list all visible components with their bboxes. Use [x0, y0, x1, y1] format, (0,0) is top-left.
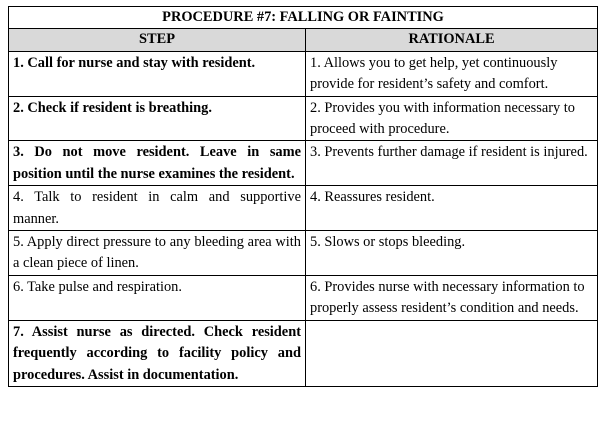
step-cell [9, 231, 306, 276]
rationale-cell [306, 141, 598, 186]
procedure-table [8, 6, 598, 387]
step-cell [9, 96, 306, 141]
rationale-cell [306, 231, 598, 276]
step-text: 3. Do not move resident. Leave in same position until the nurse examines the resident. [13, 144, 301, 182]
rationale-cell [306, 186, 598, 231]
step-column-header: STEP [9, 29, 306, 51]
rationale-text: 1. Allows you to get help, yet continuously provide for resident’s safety and comfort. [310, 54, 558, 93]
rationale-text [310, 321, 593, 322]
step-cell [9, 320, 306, 386]
rationale-cell [306, 320, 598, 386]
table-row [9, 231, 598, 276]
rationale-text: 5. Slows or stops bleeding. [310, 234, 466, 251]
table-row [9, 51, 598, 96]
rationale-text: 4. Reassures resident. [310, 189, 435, 206]
table-row [9, 320, 598, 386]
table-row [9, 275, 598, 320]
rationale-text: 6. Provides nurse with necessary information to properly assess resident’s condition and needs. [310, 278, 585, 317]
step-cell [9, 275, 306, 320]
step-text: 5. Apply direct pressure to any bleeding area with a clean piece of linen. [13, 234, 301, 272]
title-row [9, 7, 598, 29]
table-row [9, 141, 598, 186]
step-text: 2. Check if resident is breathing. [13, 99, 212, 116]
rationale-text: 3. Prevents further damage if resident is injured. [310, 144, 588, 161]
step-text: 7. Assist nurse as directed. Check resident frequently according to facility policy and procedures. Assist in documentation. [13, 323, 301, 383]
table-row [9, 96, 598, 141]
step-text: 6. Take pulse and respiration. [13, 278, 182, 295]
procedure-title: PROCEDURE #7: FALLING OR FAINTING [9, 7, 598, 29]
rationale-text: 2. Provides you with information necessary to proceed with procedure. [310, 99, 575, 138]
step-cell [9, 141, 306, 186]
step-cell [9, 51, 306, 96]
rationale-cell [306, 51, 598, 96]
step-text: 1. Call for nurse and stay with resident. [13, 54, 256, 71]
step-text: 4. Talk to resident in calm and supportive manner. [13, 189, 301, 227]
table-row [9, 186, 598, 231]
rationale-cell [306, 275, 598, 320]
procedure-document [8, 6, 598, 387]
header-row [9, 29, 598, 51]
rationale-cell [306, 96, 598, 141]
step-cell [9, 186, 306, 231]
rationale-column-header: RATIONALE [306, 29, 598, 51]
